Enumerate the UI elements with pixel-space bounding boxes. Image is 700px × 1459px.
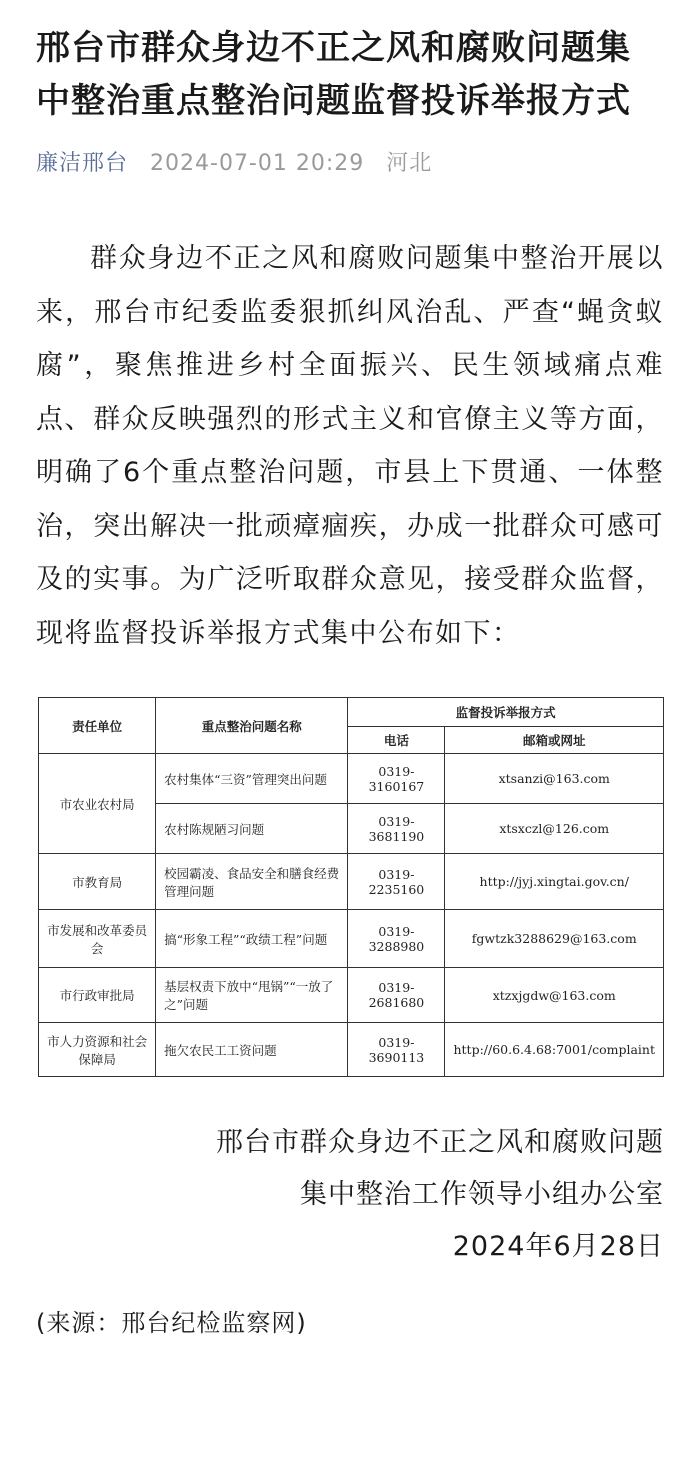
publish-location: 河北 <box>386 151 433 176</box>
phone-cell: 0319-2235160 <box>348 854 445 910</box>
header-phone: 电话 <box>348 727 445 754</box>
signature-org-line-2: 集中整治工作领导小组办公室 <box>300 1179 664 1210</box>
signature-org-line-1: 邢台市群众身边不正之风和腐败问题 <box>216 1127 664 1158</box>
unit-cell: 市人力资源和社会保障局 <box>39 1023 156 1077</box>
contact-cell: http://60.6.4.68:7001/complaint <box>445 1023 664 1077</box>
contact-cell: fgwtzk3288629@163.com <box>445 910 664 968</box>
signature-date: 2024年6月28日 <box>452 1231 664 1262</box>
contact-cell: xtsanzi@163.com <box>445 754 664 804</box>
unit-cell: 市行政审批局 <box>39 968 156 1023</box>
issue-cell: 校园霸凌、食品安全和膳食经费管理问题 <box>156 854 348 910</box>
issue-cell: 拖欠农民工工资问题 <box>156 1023 348 1077</box>
unit-cell: 市农业农村局 <box>39 754 156 854</box>
unit-cell: 市发展和改革委员会 <box>39 910 156 968</box>
article-paragraph: 群众身边不正之风和腐败问题集中整治开展以来，邢台市纪委监委狠抓纠风治乱、严查“蝇贪蚁腐”，聚焦推进乡村全面振兴、民生领域痛点难点、群众反映强烈的形式主义和官僚主义等方面，明确了6个重点整治问题，市县上下贯通、一体整治，突出解决一批顽瘴痼疾，办成一批群众可感可及的实事。为广泛听取群众意见，接受群众监督，现将监督投诉举报方式集中公布如下： <box>36 243 664 649</box>
header-contact: 邮箱或网址 <box>445 727 664 754</box>
phone-cell: 0319-3288980 <box>348 910 445 968</box>
account-name-link[interactable]: 廉洁邢台 <box>36 151 129 176</box>
table-row <box>39 910 664 968</box>
phone-cell: 0319-3160167 <box>348 754 445 804</box>
signature-block <box>36 1117 664 1273</box>
table-row <box>39 968 664 1023</box>
contact-cell: http://jyj.xingtai.gov.cn/ <box>445 854 664 910</box>
phone-cell: 0319-3690113 <box>348 1023 445 1077</box>
issue-cell: 搞“形象工程”“政绩工程”问题 <box>156 910 348 968</box>
issue-cell: 农村陈规陋习问题 <box>156 804 348 854</box>
complaint-table <box>38 697 664 1077</box>
article-title: 邢台市群众身边不正之风和腐败问题集中整治重点整治问题监督投诉举报方式 <box>36 28 631 121</box>
contact-cell: xtsxczl@126.com <box>445 804 664 854</box>
header-unit: 责任单位 <box>39 698 156 754</box>
article-meta <box>36 148 664 180</box>
table-row <box>39 854 664 910</box>
issue-cell: 基层权责下放中“甩锅”“一放了之”问题 <box>156 968 348 1023</box>
header-issue: 重点整治问题名称 <box>156 698 348 754</box>
table-row <box>39 1023 664 1077</box>
issue-cell: 农村集体“三资”管理突出问题 <box>156 754 348 804</box>
table-row <box>39 754 664 804</box>
unit-cell: 市教育局 <box>39 854 156 910</box>
source-note: (来源：邢台纪检监察网) <box>36 1309 307 1337</box>
phone-cell: 0319-3681190 <box>348 804 445 854</box>
phone-cell: 0319-2681680 <box>348 968 445 1023</box>
publish-time: 2024-07-01 20:29 <box>150 151 365 176</box>
header-report-methods: 监督投诉举报方式 <box>348 698 664 727</box>
contact-cell: xtzxjgdw@163.com <box>445 968 664 1023</box>
article-page <box>0 22 700 1459</box>
